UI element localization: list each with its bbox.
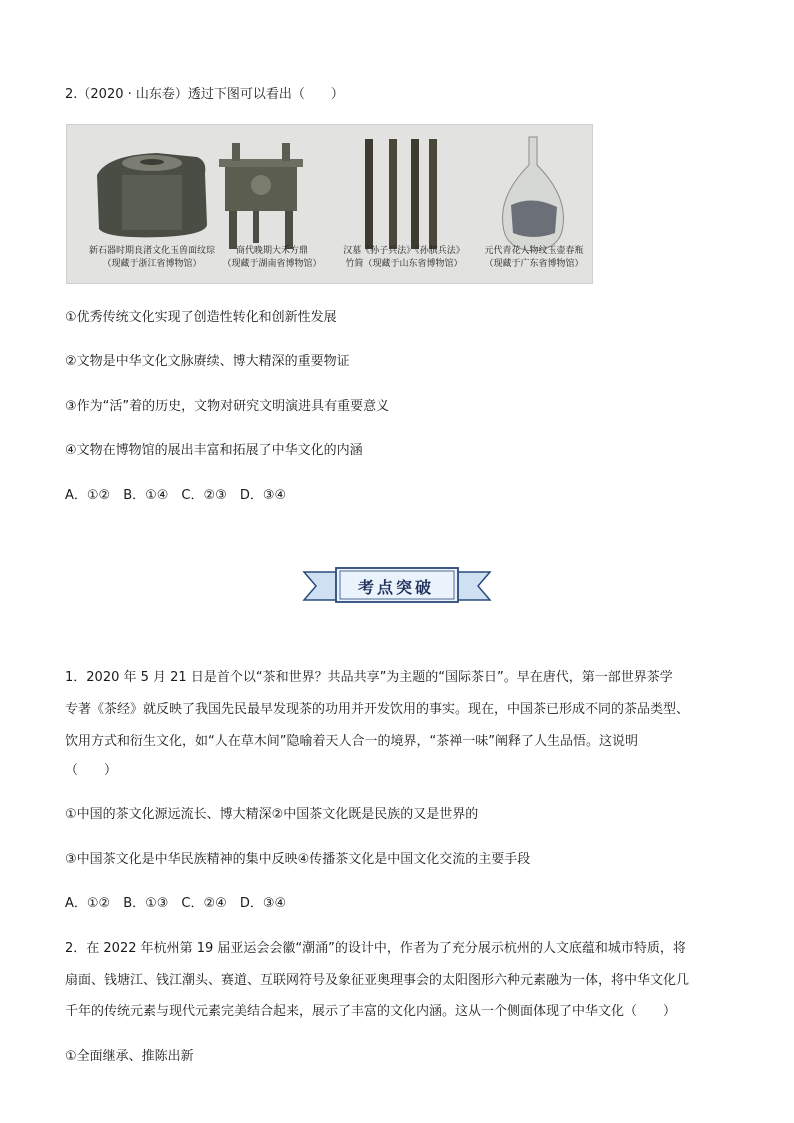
option-4: ④文物在博物馆的展出丰富和拓展了中华文化的内涵 [65,443,363,458]
q2-line-1: 2．在 2022 年杭州第 19 届亚运会会徽“潮涌”的设计中，作者为了充分展示杭州的人文底蕴和城市特质，将 [65,941,686,956]
q1-line-1: 1．2020 年 5 月 21 日是首个以“茶和世界？共品共享”为主题的“国际茶日”。早在唐代，第一部世界茶学 [65,670,673,685]
q1-line-3: 饮用方式和衍生文化，如“人在草木间”隐喻着天人合一的境界，“茶禅一味”阐释了人生品悟。这说明 [65,734,638,749]
bamboo-slips-image [365,139,437,249]
q1-line-2: 专著《茶经》就反映了我国先民最早发现茶的功用并开发饮用的事实。现在，中国茶已形成不同的茶品类型、 [65,702,690,717]
q1-options-12: ①中国的茶文化源远流长、博大精深②中国茶文化既是民族的又是世界的 [65,807,479,822]
q1-options-34: ③中国茶文化是中华民族精神的集中反映④传播茶文化是中国文化交流的主要手段 [65,852,531,867]
answer-choices: A．①② B．①④ C．②③ D．③④ [65,488,287,503]
artifact-photo [66,124,593,284]
option-3: ③作为“活”着的历史，文物对研究文明演进具有重要意义 [65,399,390,414]
caption-vase: 元代青花人物纹玉壶春瓶 （现藏于广东省博物馆） [484,246,584,269]
q1-line-4: （ ） [65,763,118,778]
q2-line-2: 扇面、钱塘江、钱江潮头、赛道、互联网符号及象征亚奥理事会的太阳图形六种元素融为一体，将中华文化几 [65,973,690,988]
q2-option-1: ①全面继承、推陈出新 [65,1049,194,1064]
option-1: ①优秀传统文化实现了创造性转化和创新性发展 [65,310,337,325]
bronze-ding-image [219,143,303,249]
banner-title: 考点突破 [357,578,434,597]
jade-cong-image [97,153,207,237]
option-2: ②文物是中华文化文脉赓续、博大精深的重要物证 [65,354,350,369]
question-stem: 2.（2020 · 山东卷）透过下图可以看出（ ） [65,87,344,102]
q1-answer-choices: A．①② B．①③ C．②④ D．③④ [65,896,287,911]
q2-line-3: 千年的传统元素与现代元素完美结合起来，展示了丰富的文化内涵。这从一个侧面体现了中华文化（ ） [65,1004,677,1019]
porcelain-vase-image [503,137,564,251]
caption-ding: 商代晚期大禾方鼎 （现藏于湖南省博物馆） [222,246,322,269]
caption-bamboo-slips: 汉墓《孙子兵法》《孙膑兵法》 竹简（现藏于山东省博物馆） [343,246,465,269]
caption-jade-cong: 新石器时期良渚文化玉兽面纹琮 （现藏于浙江省博物馆） [88,246,215,269]
